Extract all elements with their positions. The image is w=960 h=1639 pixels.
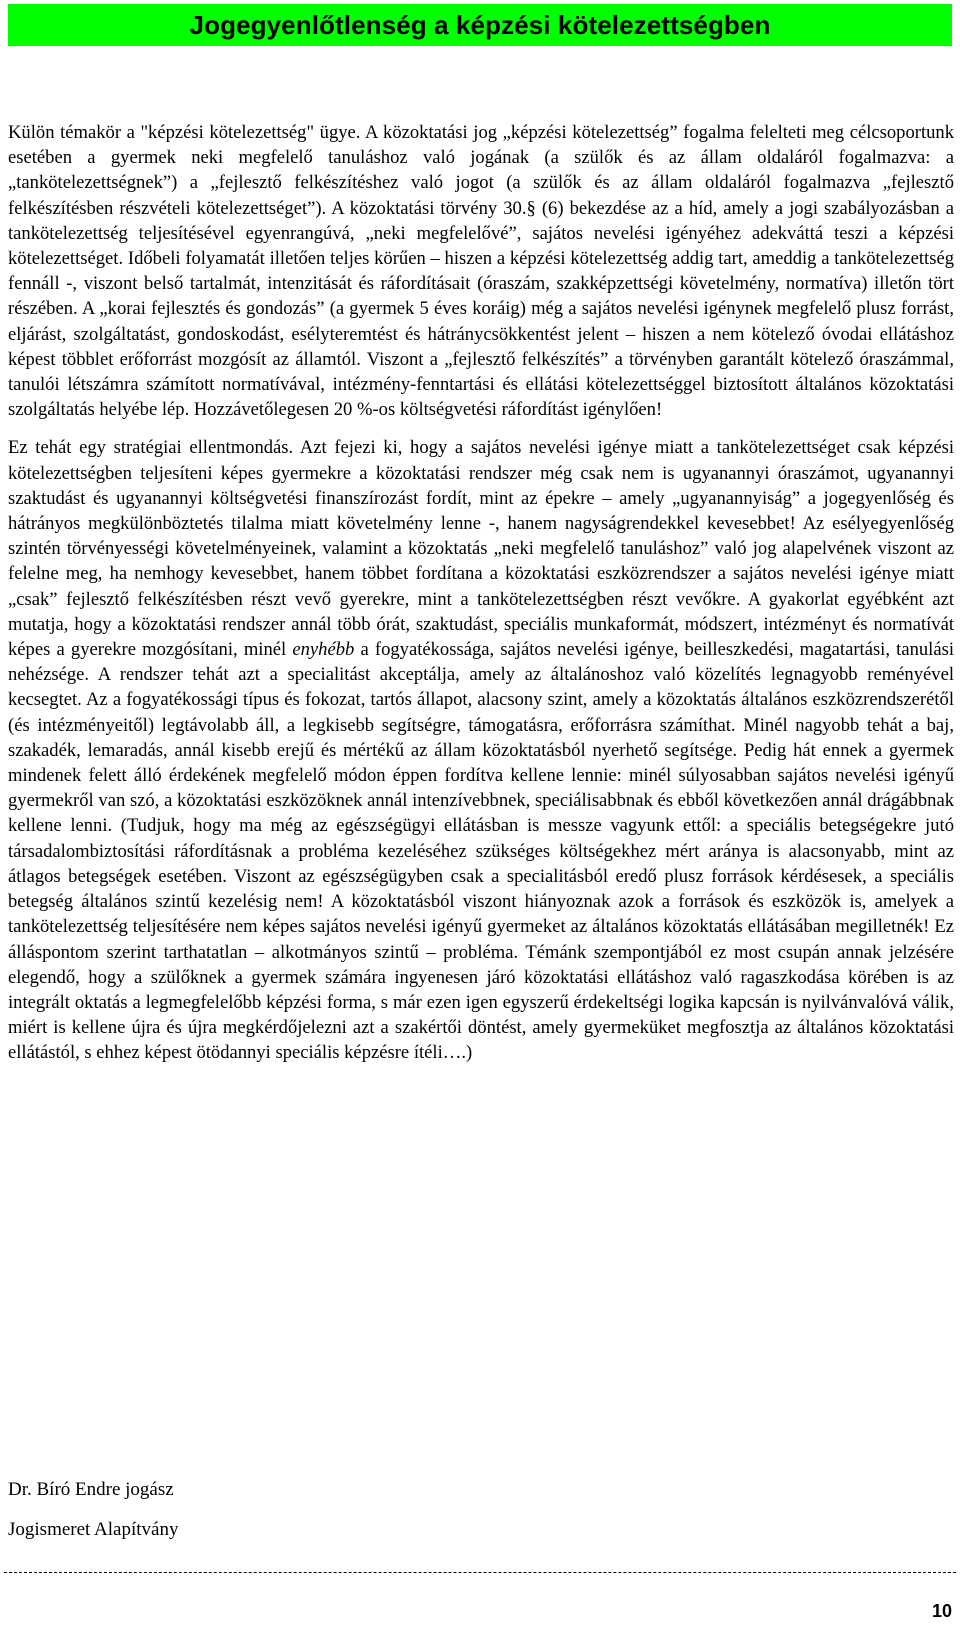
paragraph-2-part-2: a fogyatékossága, sajátos nevelési igénye, beilleszkedési, magatartási, tanulási nehézsége. A rendszer tehát azt a specialitást akceptálja, amely az általánoshoz való közelítés legnagyobb reményével kecsegtet. Az a fogyatékossági típus és fokozat, tartós állapot, alacsony szint, amely a közoktatás általános eszközrendszerétől (és intézményeitől) legtávolabb áll, a legkisebb segítségre, támogatásra, erőforrásra számíthat. Minél nagyobb tehát a baj, szakadék, lemaradás, annál kisebb erejű és mértékű az állam közoktatásból nyerhető segítsége. Pedig hát ennek a gyermek mindenek felett álló érdekének megfelelő módon éppen fordítva kellene lennie: minél súlyosabban sajátos nevelési igényű gyermekről van szó, a közoktatási eszközöknek annál intenzívebbnek, speciálisabbnak és ebből következően annál drágábbnak kellene lenni. (Tudjuk, hogy ma még az egészségügyi ellátásban is messze vagyunk ettől: a speciális betegségekre jutó társadalombiztosítási ráfordításnak a probléma kezeléséhez szükséges költségekhez mért aránya is alacsonyabb, mint az átlagos betegségek esetében. Viszont az egészségügyben csak a specialitásból eredő plusz források kérdésesek, a speciális betegség általános szintű kezelésig nem! A közoktatásból viszont hiányoznak azok a források és eszközök is, amelyek a tankötelezettség teljesítésére nem képes sajátos nevelési igényű gyermeket az általános közoktatás ellátásában megilletnék! Ez álláspontom szerint tarthatatlan – alkotmányos szintű – probléma. Témánk szempontjából ez most csupán annak jelzésére elegendő, hogy a szülőknek a gyermek számára ingyenesen járó közoktatási ellátáshoz való ragaszkodása körében is az integrált oktatás a legmegfelelőbb képzési forma, s már ezen igen egyszerű érdekeltségi logika kapcsán is nyilvánvalóvá válik, miért is kellene újra és újra megkérdőjelezni azt a szakértői döntést, amely gyermeküket megfosztja az általános közoktatási ellátástól, s ehhez képest ötödannyi speciális képzésre ítéli….) [8,639,954,1064]
author-organization: Jogismeret Alapítvány [8,1519,179,1540]
article-body [8,120,954,1079]
paragraph-2 [8,435,954,1065]
paragraph-2-part-1: Ez tehát egy stratégiai ellentmondás. Azt fejezi ki, hogy a sajátos nevelési igénye miatt a tankötelezettséget csak képzési kötelezettségben teljesíteni képes gyermekre a közoktatási rendszer még csak nem is ugyanannyi óraszámot, ugyanannyi szaktudást és ugyanannyi költségvetési finanszírozást fordít, mint az épekre – amely „ugyanannyiság” a jogegyenlőség és hátrányos megkülönböztetés tilalma miatt követelmény lenne -, hanem nagyságrendekkel kevesebbet! Az esélyegyenlőség szintén törvényességi követelményeinek, valamint a közoktatás „neki megfelelő tanuláshoz” való jog alapelvének viszont az felelne meg, ha nemhogy kevesebbet, hanem többet fordítana a közoktatási eszközrendszer a sajátos nevelési igénye miatt „csak” fejlesztő felkészítésben részt vevő gyerekre, mint a tankötelezettségben részt vevőkre. A gyakorlat egyébként azt mutatja, hogy a közoktatási rendszer annál több órát, szaktudást, speciális munkaformát, módszert, intézményt és normatívát képes a gyerekre mozgósítani, minél [8,437,954,661]
footer-divider [4,1572,956,1573]
paragraph-2-emphasis: enyhébb [292,639,355,661]
author-name: Dr. Bíró Endre jogász [8,1479,174,1500]
page-title: Jogegyenlőtlenség a képzési kötelezettségben [189,10,771,40]
paragraph-1: Külön témakör a "képzési kötelezettség" ügye. A közoktatási jog „képzési kötelezettség” fogalma felelteti meg célcsoportunk esetében a gyermek neki megfelelő tanuláshoz való jogának (a szülők és az állam oldaláról fogalmazva: a „tankötelezettségnek”) a „fejlesztő felkészítéshez való jogot (a szülők és az állam oldaláról fogalmazva „fejlesztő felkészítésben részvételi kötelezettséget”). A közoktatási törvény 30.§ (6) bekezdése az a híd, amely a jogi szabályozásban a tankötelezettség teljesítésével egyenrangúvá, „neki megfelelővé”, sajátos nevelési igényéhez adekváttá teszi a képzési kötelezettséget. Időbeli folyamatát illetően teljes körűen – hiszen a képzési kötelezettség addig tart, ameddig a tankötelezettség fennáll -, viszont belső tartalmát, intenzitását és ráfordításait (óraszám, szakképzettségi követelmény, normatíva) illetőn tört részében. A „korai fejlesztés és gondozás” (a gyermek 5 éves koráig) még a sajátos nevelési igénynek megfelelő plusz forrást, eljárást, szolgáltatást, gondoskodást, esélyteremtést és hátránycsökkentést jelent – hiszen a nem kötelező óvodai ellátáshoz képest többlet erőforrást mozgósít az államtól. Viszont a „fejlesztő felkészítés” a törvényben garantált kötelező óraszámmal, tanulói létszámra számított normatívával, intézmény-fenntartási és ellátási kötelezettséggel biztosított általános közoktatási szolgáltatás helyébe lép. Hozzávetőlegesen 20 %-os költségvetési ráfordítást igénylően! [8,122,954,421]
title-banner [8,4,952,46]
page-number: 10 [931,1601,952,1621]
